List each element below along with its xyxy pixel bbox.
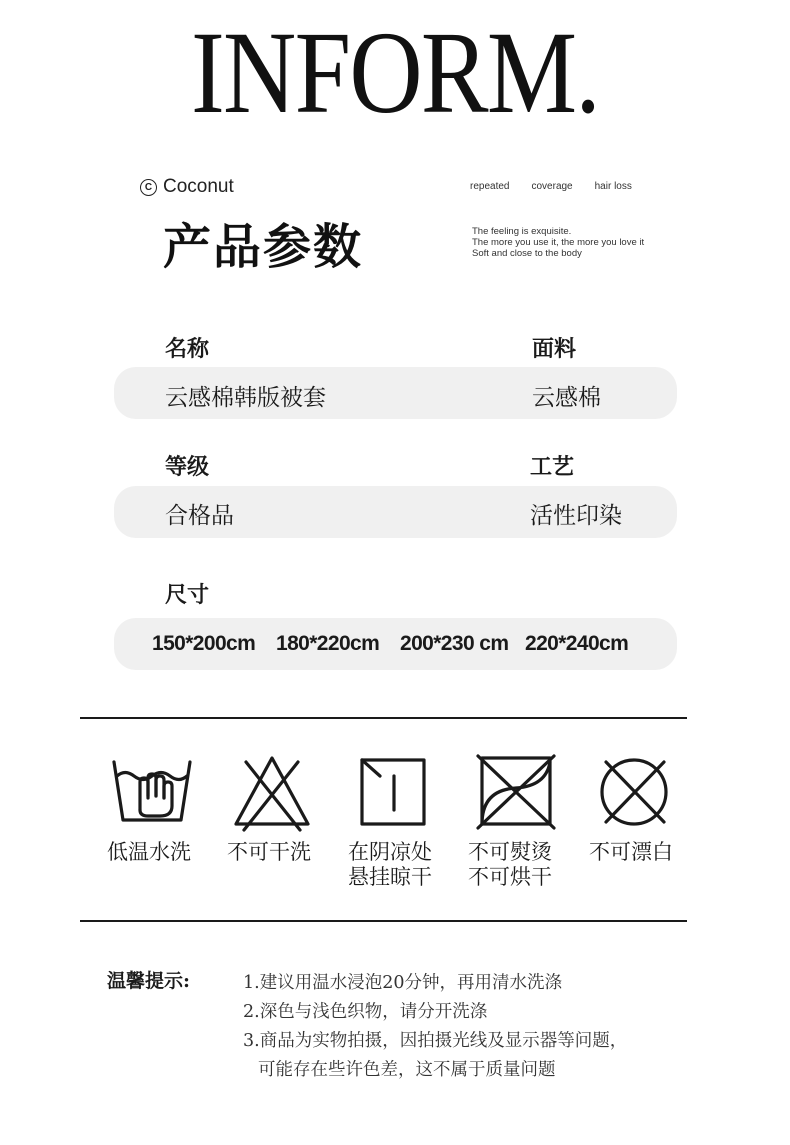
size-label: 尺寸 (165, 583, 210, 608)
care-label: 不可漂白 (589, 840, 673, 864)
hero-heading: INFORM. (190, 7, 600, 138)
tips-title: 温馨提示: (107, 970, 191, 992)
tip-item: 可能存在些许色差，这不属于质量问题 (258, 1060, 556, 1080)
brand-name: Coconut (163, 176, 234, 197)
care-label: 在阴凉处 悬挂晾干 (348, 840, 432, 889)
tagline-line: The feeling is exquisite. (472, 226, 572, 237)
tag-list (470, 181, 632, 192)
page-title: 产品参数 (163, 219, 364, 275)
tip-item: 2.深色与浅色织物，请分开洗涤 (243, 1002, 488, 1022)
tag-item: repeated (470, 181, 510, 192)
copyright-icon: C (140, 179, 157, 196)
tip-item: 3.商品为实物拍摄，因拍摄光线及显示器等问题， (243, 1031, 628, 1051)
name-label: 名称 (165, 337, 210, 362)
brand-logo (140, 176, 234, 198)
tagline-line: The more you use it, the more you love it (472, 237, 645, 248)
hand-wash-icon (110, 752, 194, 836)
tip-item: 1.建议用温水浸泡20分钟，再用清水洗涤 (243, 973, 562, 993)
size-option: 200*230 cm (400, 632, 509, 655)
divider (80, 920, 687, 922)
care-label: 不可熨烫 不可烘干 (468, 840, 552, 889)
tag-item: coverage (531, 181, 573, 192)
size-option: 220*240cm (525, 632, 629, 655)
size-option: 150*200cm (152, 632, 256, 655)
no-iron-tumble-icon (474, 752, 558, 836)
tag-item: hair loss (594, 181, 632, 192)
craft-label: 工艺 (530, 455, 575, 480)
name-value: 云感棉韩版被套 (165, 385, 326, 411)
size-option: 180*220cm (276, 632, 380, 655)
no-dry-clean-icon (230, 752, 314, 836)
shade-dry-icon (352, 752, 436, 836)
tagline-line: Soft and close to the body (472, 248, 582, 259)
divider (80, 717, 687, 719)
grade-value: 合格品 (165, 503, 234, 529)
fabric-value: 云感棉 (532, 385, 601, 411)
grade-label: 等级 (165, 455, 210, 480)
care-label: 不可干洗 (227, 840, 311, 864)
care-label: 低温水洗 (107, 840, 191, 864)
craft-value: 活性印染 (530, 503, 622, 529)
fabric-label: 面料 (532, 337, 577, 362)
no-bleach-icon (592, 752, 676, 836)
tagline (472, 226, 644, 259)
